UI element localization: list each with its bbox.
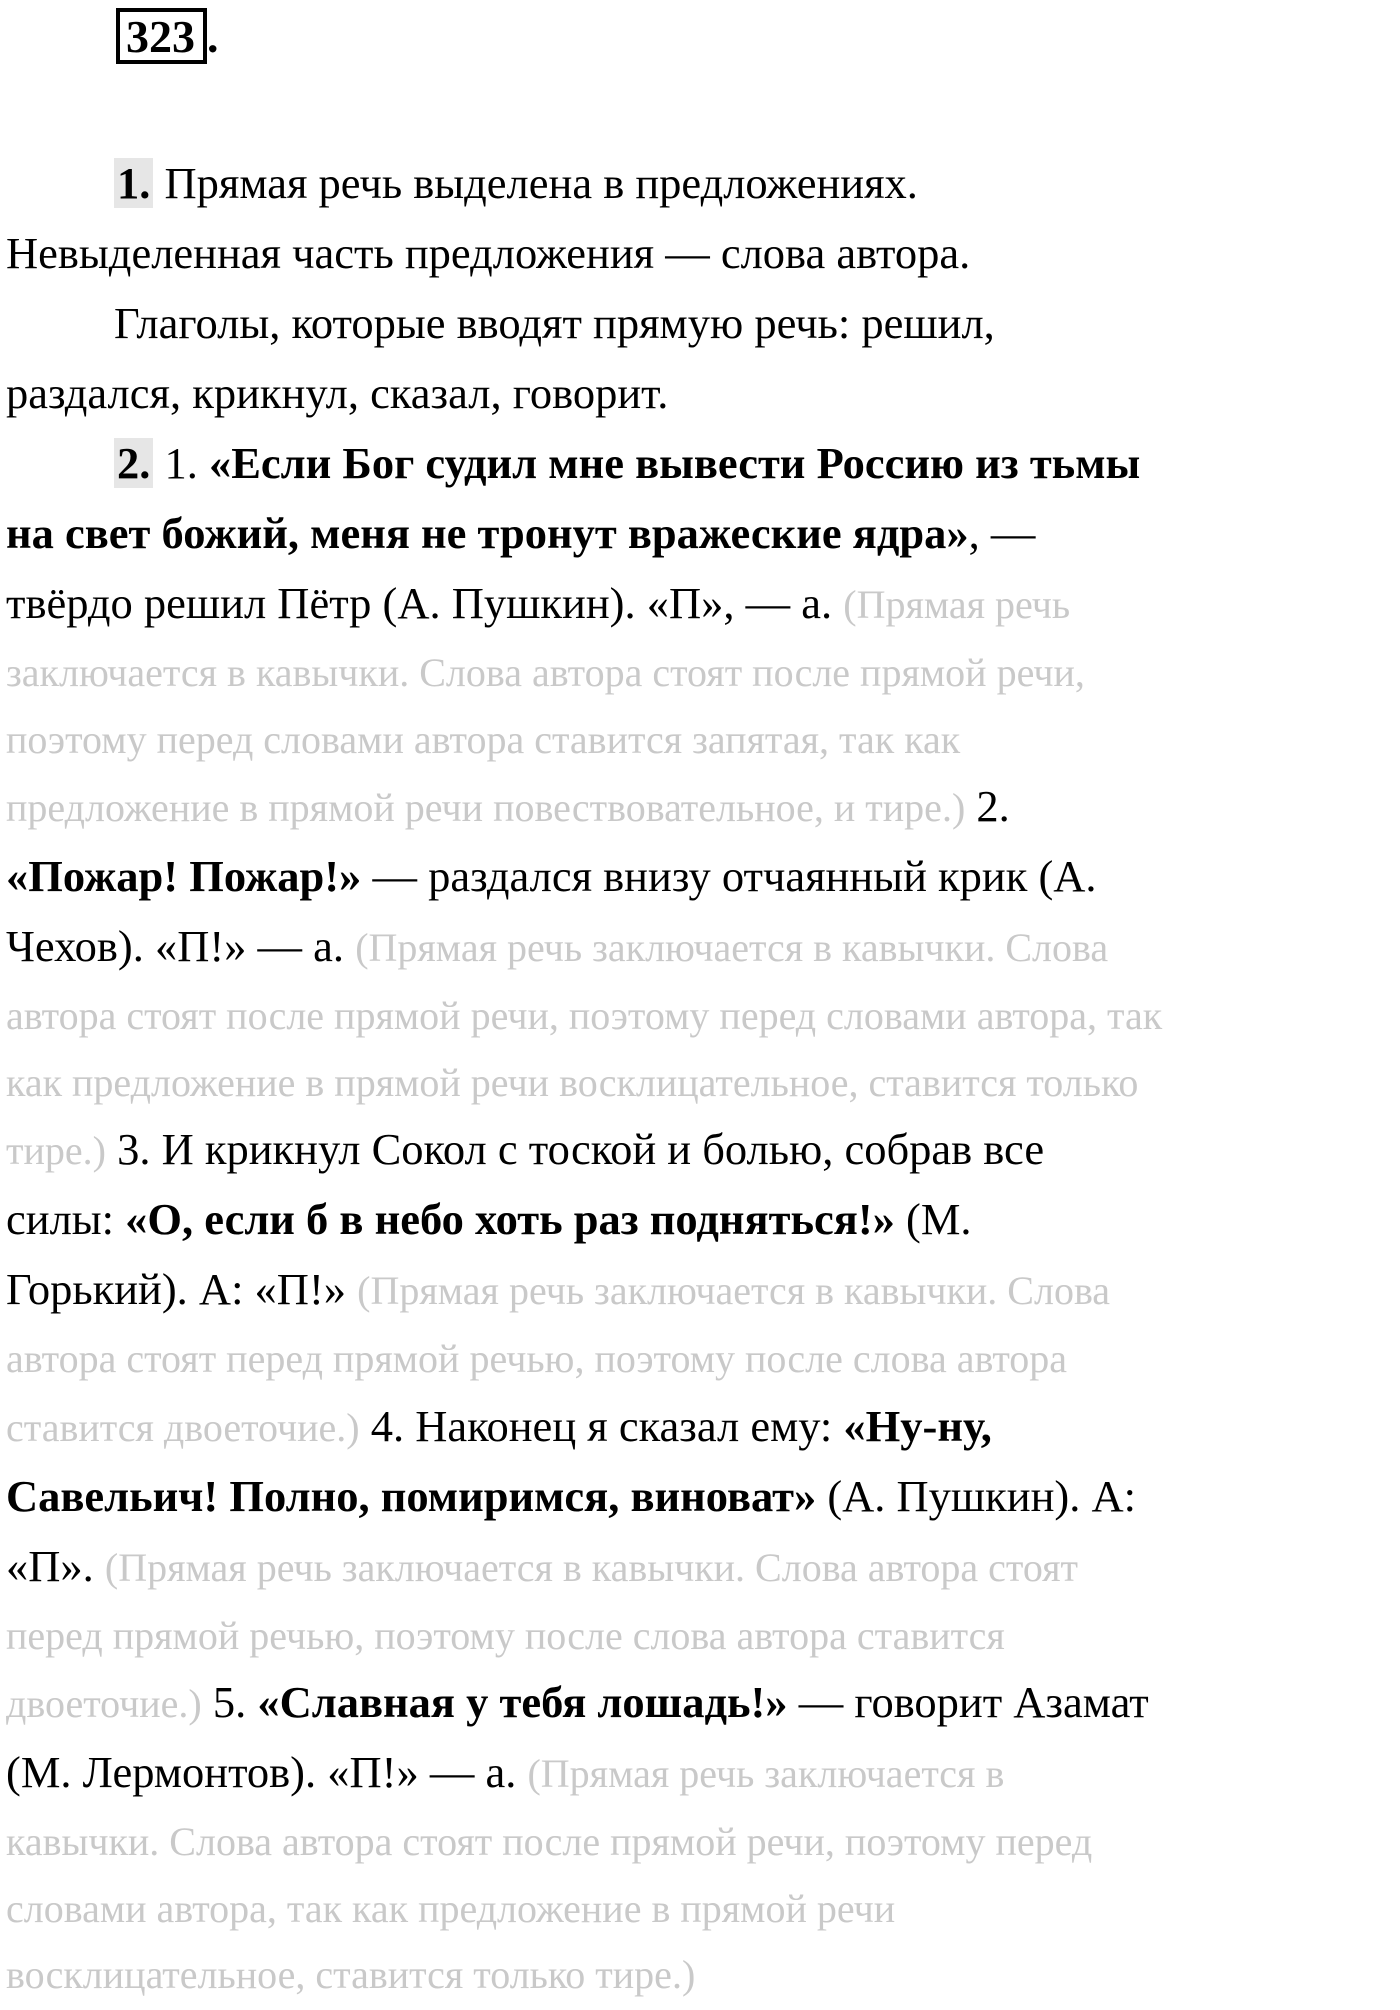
part2-line6 xyxy=(6,771,1386,841)
s5-number: 5. xyxy=(212,1677,247,1727)
s2-note: (Прямая речь заключается в кавычки. Слова xyxy=(355,925,1109,970)
s5-author-words: — говорит Азамат xyxy=(798,1677,1149,1727)
s4-direct-speech: «Ну-ну, xyxy=(843,1400,992,1451)
part1-line1 xyxy=(6,148,1386,218)
part2-line19 xyxy=(6,1667,1386,1737)
s3-source: (М. xyxy=(906,1194,972,1244)
s1-direct-speech: «Если Бог судил мне вывести Россию из тьмы xyxy=(209,438,1141,488)
s2-note-end: тире.) xyxy=(6,1128,106,1173)
s1-punct: , — xyxy=(968,508,1036,558)
s4-source: (А. Пушкин). А: xyxy=(827,1470,1137,1521)
part2-line11 xyxy=(6,1114,1386,1184)
part2-line15 xyxy=(6,1391,1386,1461)
s2-direct-speech: «Пожар! Пожар!» xyxy=(6,851,362,901)
s5-direct-speech: «Славная у тебя лошадь!» xyxy=(257,1677,788,1727)
part2-line1 xyxy=(6,428,1386,498)
part2-line23: восклицательное, ставится только тире.) xyxy=(6,1952,696,1997)
exercise-number-box: 323 xyxy=(116,8,207,64)
s4-number: 4. xyxy=(370,1400,405,1451)
s1-number: 1. xyxy=(164,438,198,488)
part2-line4: заключается в кавычки. Слова автора стоят после прямой речи, xyxy=(6,650,1085,695)
part2-line10: как предложение в прямой речи восклицательное, ставится только xyxy=(6,1059,1139,1105)
part2-line3 xyxy=(6,568,1386,638)
part2-line8 xyxy=(6,911,1386,981)
part2-line18: перед прямой речью, поэтому после слова автора ставится xyxy=(6,1612,1005,1658)
exercise-number-dot: . xyxy=(207,11,219,62)
part2-line12 xyxy=(6,1184,1386,1254)
s5-author-words-cont: (М. Лермонтов). «П!» — а. xyxy=(6,1747,517,1797)
s1-author-words: твёрдо решил Пётр (А. Пушкин). «П», — а. xyxy=(6,578,833,628)
part2-line14: автора стоят перед прямой речью, поэтому после слова автора xyxy=(6,1336,1068,1381)
s3-author-words: И крикнул Сокол с тоской и болью, собрав все xyxy=(161,1124,1045,1174)
s3-note-end: ставится двоеточие.) xyxy=(6,1404,360,1450)
s4-author-words: Наконец я сказал ему: xyxy=(415,1400,833,1451)
s2-number: 2. xyxy=(976,781,1010,831)
part1-label: 1. xyxy=(114,158,153,208)
answer-body xyxy=(6,148,1386,2007)
part1-line2: Невыделенная часть предложения — слова автора. xyxy=(6,228,971,278)
s1-note: (Прямая речь xyxy=(843,582,1071,627)
s4-scheme: «П». xyxy=(6,1540,94,1591)
s4-note: (Прямая речь заключается в кавычки. Слова автора стоят xyxy=(104,1544,1078,1590)
s5-note: (Прямая речь заключается в xyxy=(527,1751,1005,1796)
part2-line22: словами автора, так как предложение в прямой речи xyxy=(6,1885,896,1931)
s1-note-end: предложение в прямой речи повествовательное, и тире.) xyxy=(6,785,966,830)
s3-note: (Прямая речь заключается в кавычки. Слова xyxy=(357,1268,1111,1313)
exercise-number xyxy=(116,8,219,64)
part2-line16 xyxy=(6,1461,1386,1531)
s4-note-end: двоеточие.) xyxy=(6,1681,202,1726)
part2-line9: автора стоят после прямой речи, поэтому перед словами автора, так xyxy=(6,993,1163,1038)
s1-direct-speech-cont: на свет божий, меня не тронут вражеские ядра» xyxy=(6,508,969,558)
part1-line3: Глаголы, которые вводят прямую речь: решил, xyxy=(114,298,995,348)
part1-line4: раздался, крикнул, сказал, говорит. xyxy=(6,368,669,418)
part2-label: 2. xyxy=(114,438,153,488)
s3-direct-speech: «О, если б в небо хоть раз подняться!» xyxy=(125,1194,895,1244)
s2-author-words: — раздался внизу отчаянный крик (А. xyxy=(372,851,1097,901)
s3-scheme: Горький). А: «П!» xyxy=(6,1264,347,1314)
s2-author-words-cont: Чехов). «П!» — а. xyxy=(6,921,345,971)
s3-number: 3. xyxy=(117,1124,151,1174)
s3-author-words-cont: силы: xyxy=(6,1194,115,1244)
s4-direct-speech-cont: Савельич! Полно, помиримся, виноват» xyxy=(6,1470,817,1521)
part2-line21: кавычки. Слова автора стоят после прямой речи, поэтому перед xyxy=(6,1819,1093,1864)
part1-text: Прямая речь выделена в предложениях. xyxy=(164,158,918,208)
part2-line2 xyxy=(6,498,1386,568)
part2-line13 xyxy=(6,1254,1386,1324)
part2-line7 xyxy=(6,841,1386,911)
part2-line20 xyxy=(6,1737,1386,1807)
part2-line5: поэтому перед словами автора ставится запятая, так как xyxy=(6,716,961,762)
part2-line17 xyxy=(6,1531,1386,1601)
